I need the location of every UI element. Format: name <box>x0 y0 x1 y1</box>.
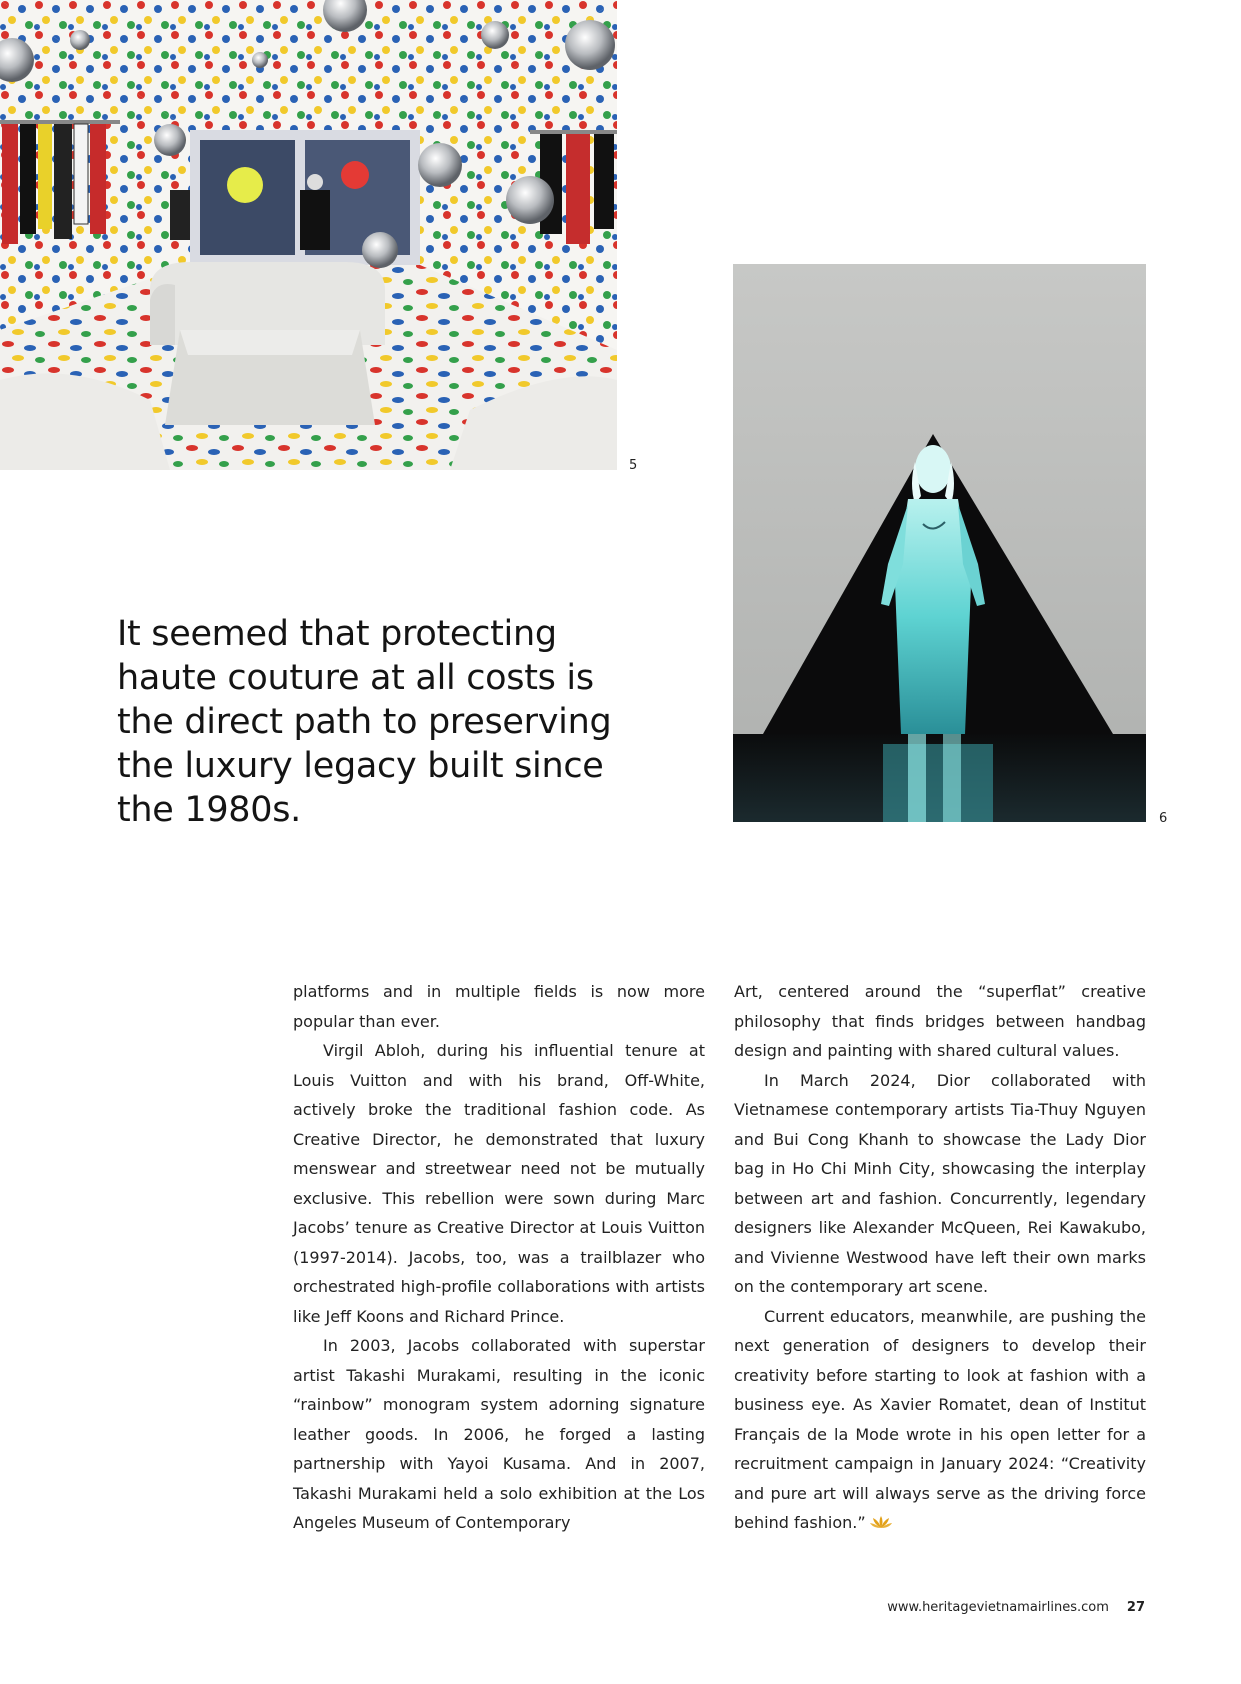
page-footer <box>887 1600 1145 1615</box>
runway-model-illustration <box>733 264 1146 822</box>
paragraph: In March 2024, Dior collaborated with Vietnamese contemporary artists Tia-Thuy Nguyen and Bui Cong Khanh to showcase the Lady Dior bag in Ho Chi Minh City, showcasing the interplay between art and fashion. Concurrently, legendary designers like Alexander McQueen, Rei Kawakubo, and Vivienne Westwood have left their own marks on the contemporary art scene. <box>734 1070 1146 1296</box>
store-interior-illustration <box>0 0 617 470</box>
paragraph-text: Current educators, meanwhile, are pushing the next generation of designers to develop their creativity before starting to look at fashion with a business eye. As Xavier Romatet, dean of Institut Français de la Mode wrote in his open letter for a recruitment campaign in January 2024: “Creativity and pure art will always serve as the driving force behind fashion.” <box>734 1306 1146 1532</box>
pull-quote: It seemed that protecting haute couture at all costs is the direct path to preserving the luxury legacy built since the 1980s. <box>117 614 612 830</box>
footer-url[interactable]: www.heritagevietnamairlines.com <box>887 1600 1109 1615</box>
photo-store-interior <box>0 0 617 470</box>
photo-runway-model <box>733 264 1146 822</box>
paragraph: In 2003, Jacobs collaborated with superstar artist Takashi Murakami, resulting in the iconic “rainbow” monogram system adorning signature leather goods. In 2006, he forged a lasting partnership with Yayoi Kusama. And in 2007, Takashi Murakami held a solo exhibition at the Los Angeles Museum of Contemporary <box>293 1336 705 1532</box>
article-column-right <box>734 977 1146 1538</box>
page-number: 27 <box>1126 1600 1145 1615</box>
lotus-icon <box>870 1515 892 1529</box>
paragraph: Art, centered around the “superflat” creative philosophy that finds bridges between handbag design and painting with shared cultural values. <box>734 982 1146 1060</box>
paragraph: platforms and in multiple fields is now more popular than ever. <box>293 982 705 1031</box>
photo5-caption-number: 5 <box>629 458 638 473</box>
paragraph <box>734 1302 1146 1538</box>
paragraph: Virgil Abloh, during his influential tenure at Louis Vuitton and with his brand, Off-White, actively broke the traditional fashion code. As Creative Director, he demonstrated that luxury menswear and streetwear need not be mutually exclusive. This rebellion were sown during Marc Jacobs’ tenure as Creative Director at Louis Vuitton (1997-2014). Jacobs, too, was a trailblazer who orchestrated high-profile collaborations with artists like Jeff Koons and Richard Prince. <box>293 1041 705 1326</box>
article-column-left <box>293 977 705 1538</box>
photo6-caption-number: 6 <box>1159 811 1168 826</box>
